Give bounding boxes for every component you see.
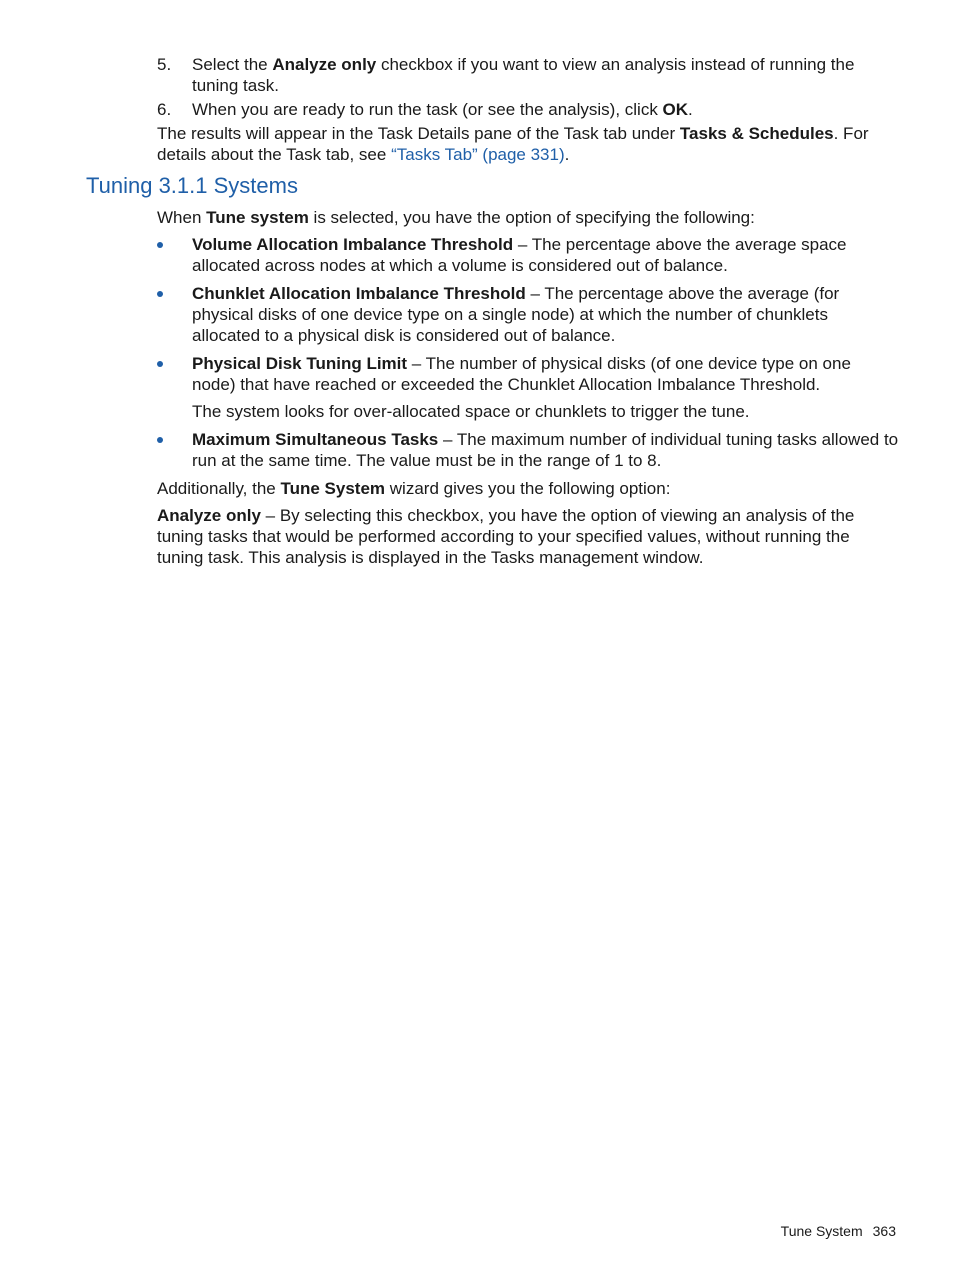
paragraph-text: – By selecting this checkbox, you have the option of viewing an analysis of the tuning tasks that would be performed according to your specified values, without running the tuning task. This analysis is displayed in the Tasks management window.: [157, 506, 855, 567]
option-description: – The number of physical disks (of one device type on one node) that have reached or exceeded the Chunklet Allocation Imbalance Threshold.: [192, 354, 851, 394]
section-heading: Tuning 3.1.1 Systems: [86, 173, 298, 198]
paragraph-text: Additionally, the: [157, 479, 281, 498]
option-description: – The maximum number of individual tuning tasks allowed to run at the same time. The value must be in the range of 1 to 8.: [192, 430, 899, 470]
option-subparagraph: The system looks for over-allocated space or chunklets to trigger the tune.: [192, 402, 750, 421]
option-term: Physical Disk Tuning Limit: [192, 354, 408, 373]
paragraph-text: . For details about the Task tab, see: [157, 124, 869, 164]
step-text: When you are ready to run the task (or see the analysis), click: [192, 100, 663, 119]
step-text: checkbox if you want to view an analysis instead of running the tuning task.: [192, 55, 855, 95]
tasks-tab-link[interactable]: “Tasks Tab” (page 331): [391, 145, 565, 164]
additional-paragraph: [157, 478, 899, 499]
paragraph-text: When: [157, 208, 207, 227]
step-number: 5.: [157, 55, 172, 74]
option-item: [157, 353, 899, 422]
page-content: [86, 54, 899, 574]
step-bold: OK: [662, 100, 689, 119]
step-text: Select the: [192, 55, 273, 74]
results-paragraph: [157, 123, 899, 165]
option-item: [157, 283, 899, 346]
paragraph-text: is selected, you have the option of specifying the following:: [308, 208, 755, 227]
paragraph-bold: Tune system: [206, 208, 309, 227]
bullet-icon: [157, 361, 163, 367]
bullet-icon: [157, 291, 163, 297]
paragraph-text: .: [564, 145, 570, 164]
paragraph-text: wizard gives you the following option:: [385, 479, 671, 498]
paragraph-bold: Tune System: [280, 479, 386, 498]
option-item: [157, 234, 899, 276]
options-list: [157, 234, 899, 471]
option-description: – The percentage above the average (for physical disks of one device type on a single node) at which the number of chunklets allocated to a physical disk is considered out of balance.: [192, 284, 840, 345]
option-item: [157, 429, 899, 471]
paragraph-bold: Tasks & Schedules: [679, 124, 834, 143]
page-number: 363: [872, 1223, 896, 1239]
step-item: [157, 99, 899, 120]
bullet-icon: [157, 242, 163, 248]
steps-list: [157, 54, 899, 120]
footer-section-title: Tune System: [780, 1223, 863, 1239]
page-footer: [781, 1222, 896, 1240]
intro-paragraph: [157, 207, 899, 228]
option-term: Chunklet Allocation Imbalance Threshold: [192, 284, 526, 303]
paragraph-bold: Analyze only: [157, 506, 261, 525]
step-text: .: [688, 100, 693, 119]
step-bold: Analyze only: [272, 55, 377, 74]
step-number: 6.: [157, 100, 172, 119]
option-description: – The percentage above the average space allocated across nodes at which a volume is considered out of balance.: [192, 235, 847, 275]
bullet-icon: [157, 437, 163, 443]
step-item: [157, 54, 899, 96]
analyze-paragraph: [157, 505, 899, 568]
option-term: Volume Allocation Imbalance Threshold: [192, 235, 514, 254]
paragraph-text: The results will appear in the Task Details pane of the Task tab under: [157, 124, 680, 143]
option-term: Maximum Simultaneous Tasks: [192, 430, 439, 449]
